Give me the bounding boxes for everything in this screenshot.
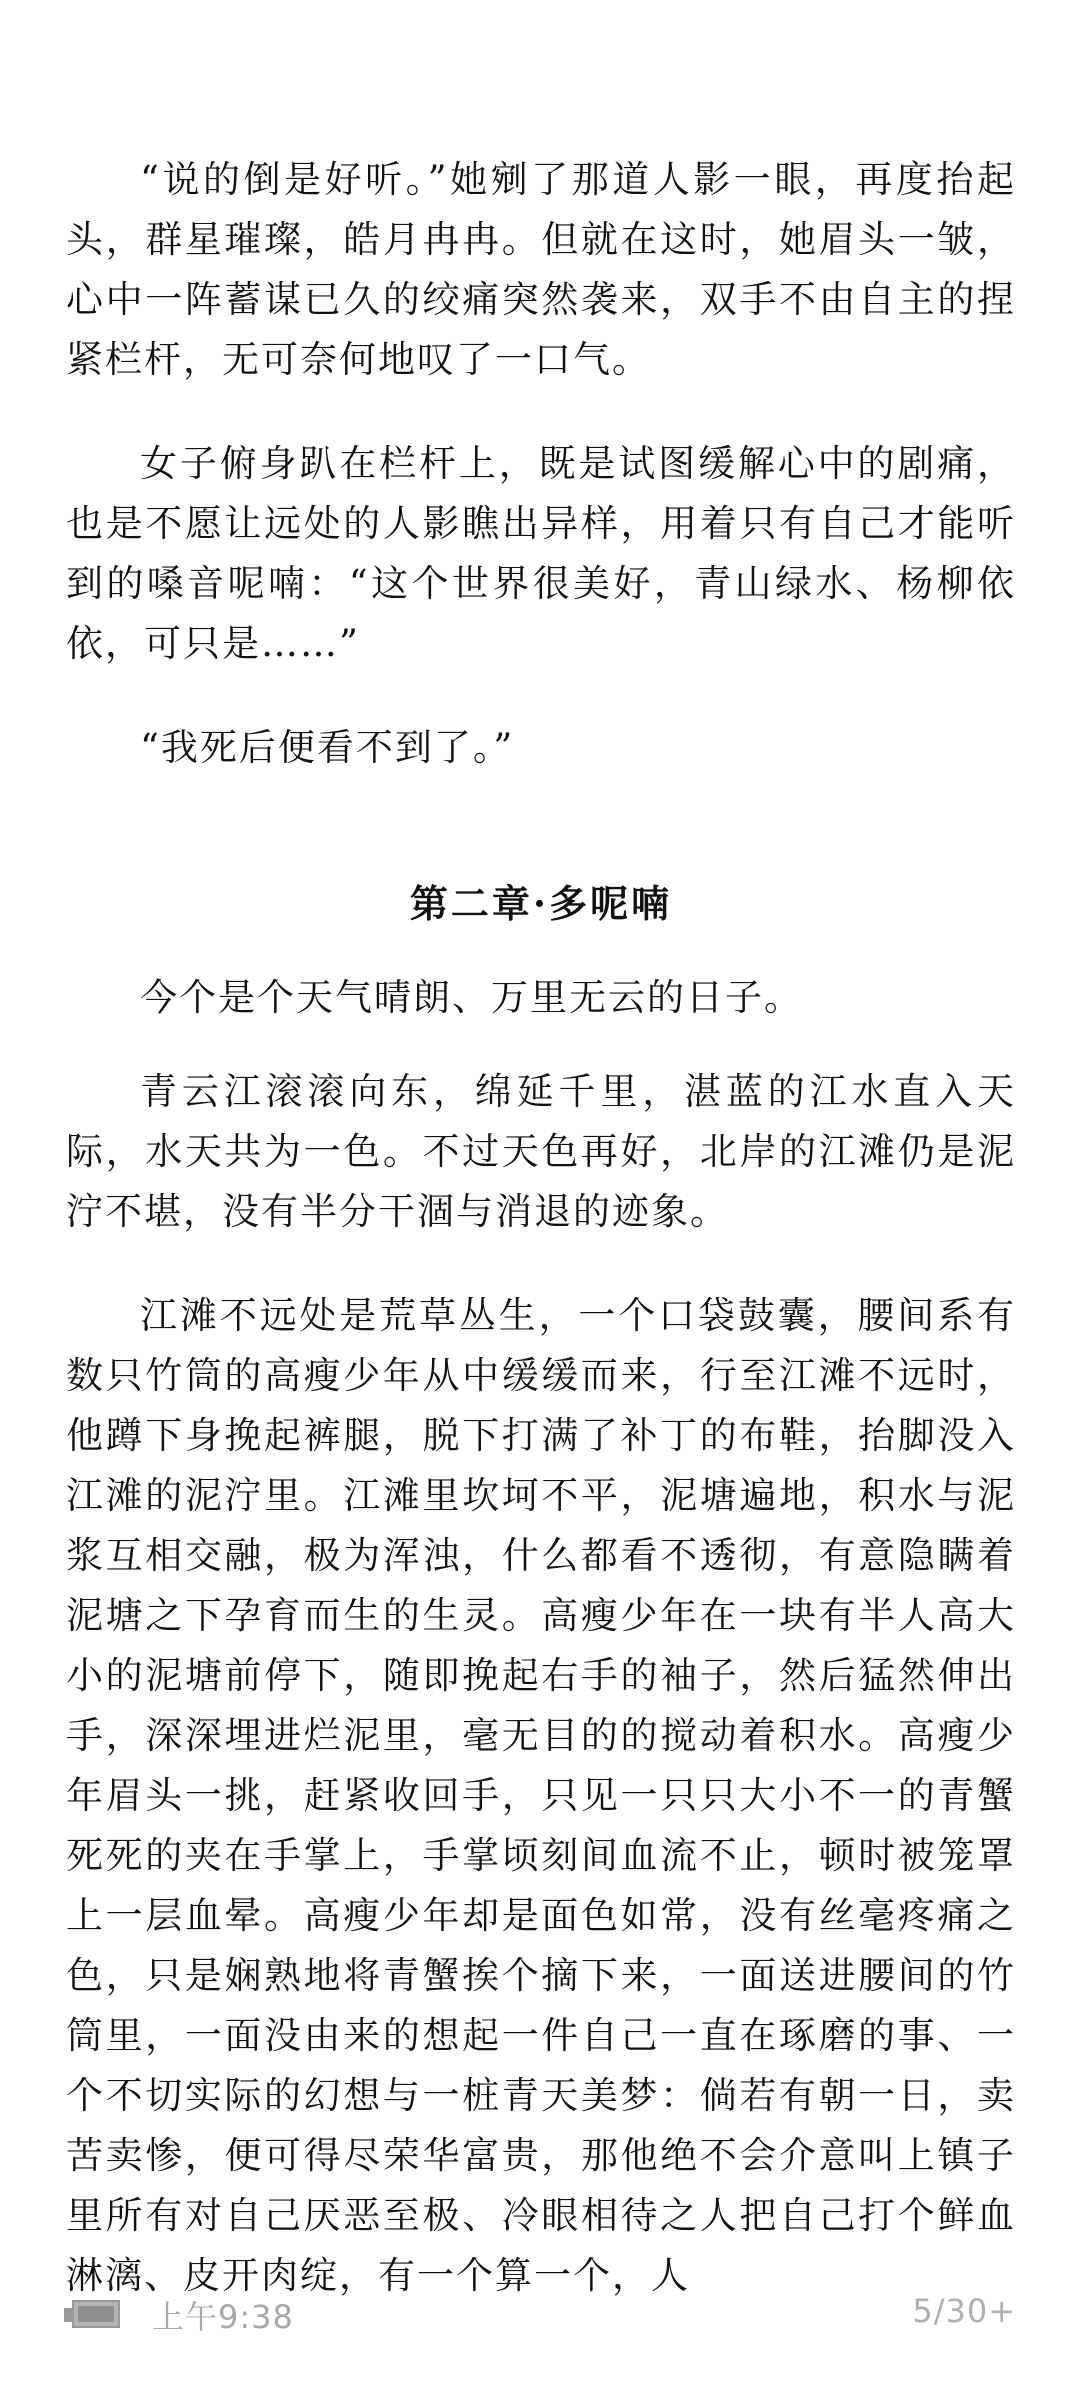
paragraph: 青云江滚滚向东，绵延千里，湛蓝的江水直入天际，水天共为一色。不过天色再好，北岸的江滩仍是泥泞不堪，没有半分干涸与消退的迹象。 [66, 1070, 1016, 1233]
paragraph: 今个是个天气晴朗、万里无云的日子。 [140, 976, 803, 1019]
battery-icon [64, 2300, 124, 2330]
reader-status-bar [0, 2286, 1080, 2346]
chapter-title: 第二章·多呢喃 [409, 881, 673, 926]
paragraph: 江滩不远处是荒草丛生，一个口袋鼓囊，腰间系有数只竹筒的高瘦少年从中缓缓而来，行至江滩不远时，他蹲下身挽起裤腿，脱下打满了补丁的布鞋，抬脚没入江滩的泥泞里。江滩里坎坷不平，泥塘遍地，积水与泥浆互相交融，极为浑浊，什么都看不透彻，有意隐瞒着泥塘之下孕育而生的生灵。高瘦少年在一块有半人高大小的泥塘前停下，随即挽起右手的袖子，然后猛然伸出手，深深埋进烂泥里，毫无目的的搅动着积水。高瘦少年眉头一挑，赶紧收回手，只见一只只大小不一的青蟹死死的夹在手掌上，手掌顷刻间血流不止，顿时被笼罩上一层血晕。高瘦少年却是面色如常，没有丝毫疼痛之色，只是娴熟地将青蟹挨个摘下来，一面送进腰间的竹筒里，一面没由来的想起一件自己一直在琢磨的事、一个不切实际的幻想与一桩青天美梦：倘若有朝一日，卖苦卖惨，便可得尽荣华富贵，那他绝不会介意叫上镇子里所有对自己厌恶至极、冷眼相待之人把自己打个鲜血淋漓、皮开肉绽，有一个算一个，人 [66, 1294, 1016, 2297]
paragraph: 女子俯身趴在栏杆上，既是试图缓解心中的剧痛，也是不愿让远处的人影瞧出异样，用着只有自己才能听到的嗓音呢喃：“这个世界很美好，青山绿水、杨柳依依，可只是……” [66, 442, 1016, 665]
reader-content[interactable] [66, 150, 1016, 2306]
paragraph: “我死后便看不到了。” [140, 726, 515, 769]
page-indicator: 5/30+ [912, 2292, 1016, 2330]
clock-time: 上午9:38 [152, 2298, 294, 2336]
paragraph: “说的倒是好听。”她剜了那道人影一眼，再度抬起头，群星璀璨，皓月冉冉。但就在这时，她眉头一皱，心中一阵蓄谋已久的绞痛突然袭来，双手不由自主的捏紧栏杆，无可奈何地叹了一口气。 [66, 158, 1016, 381]
